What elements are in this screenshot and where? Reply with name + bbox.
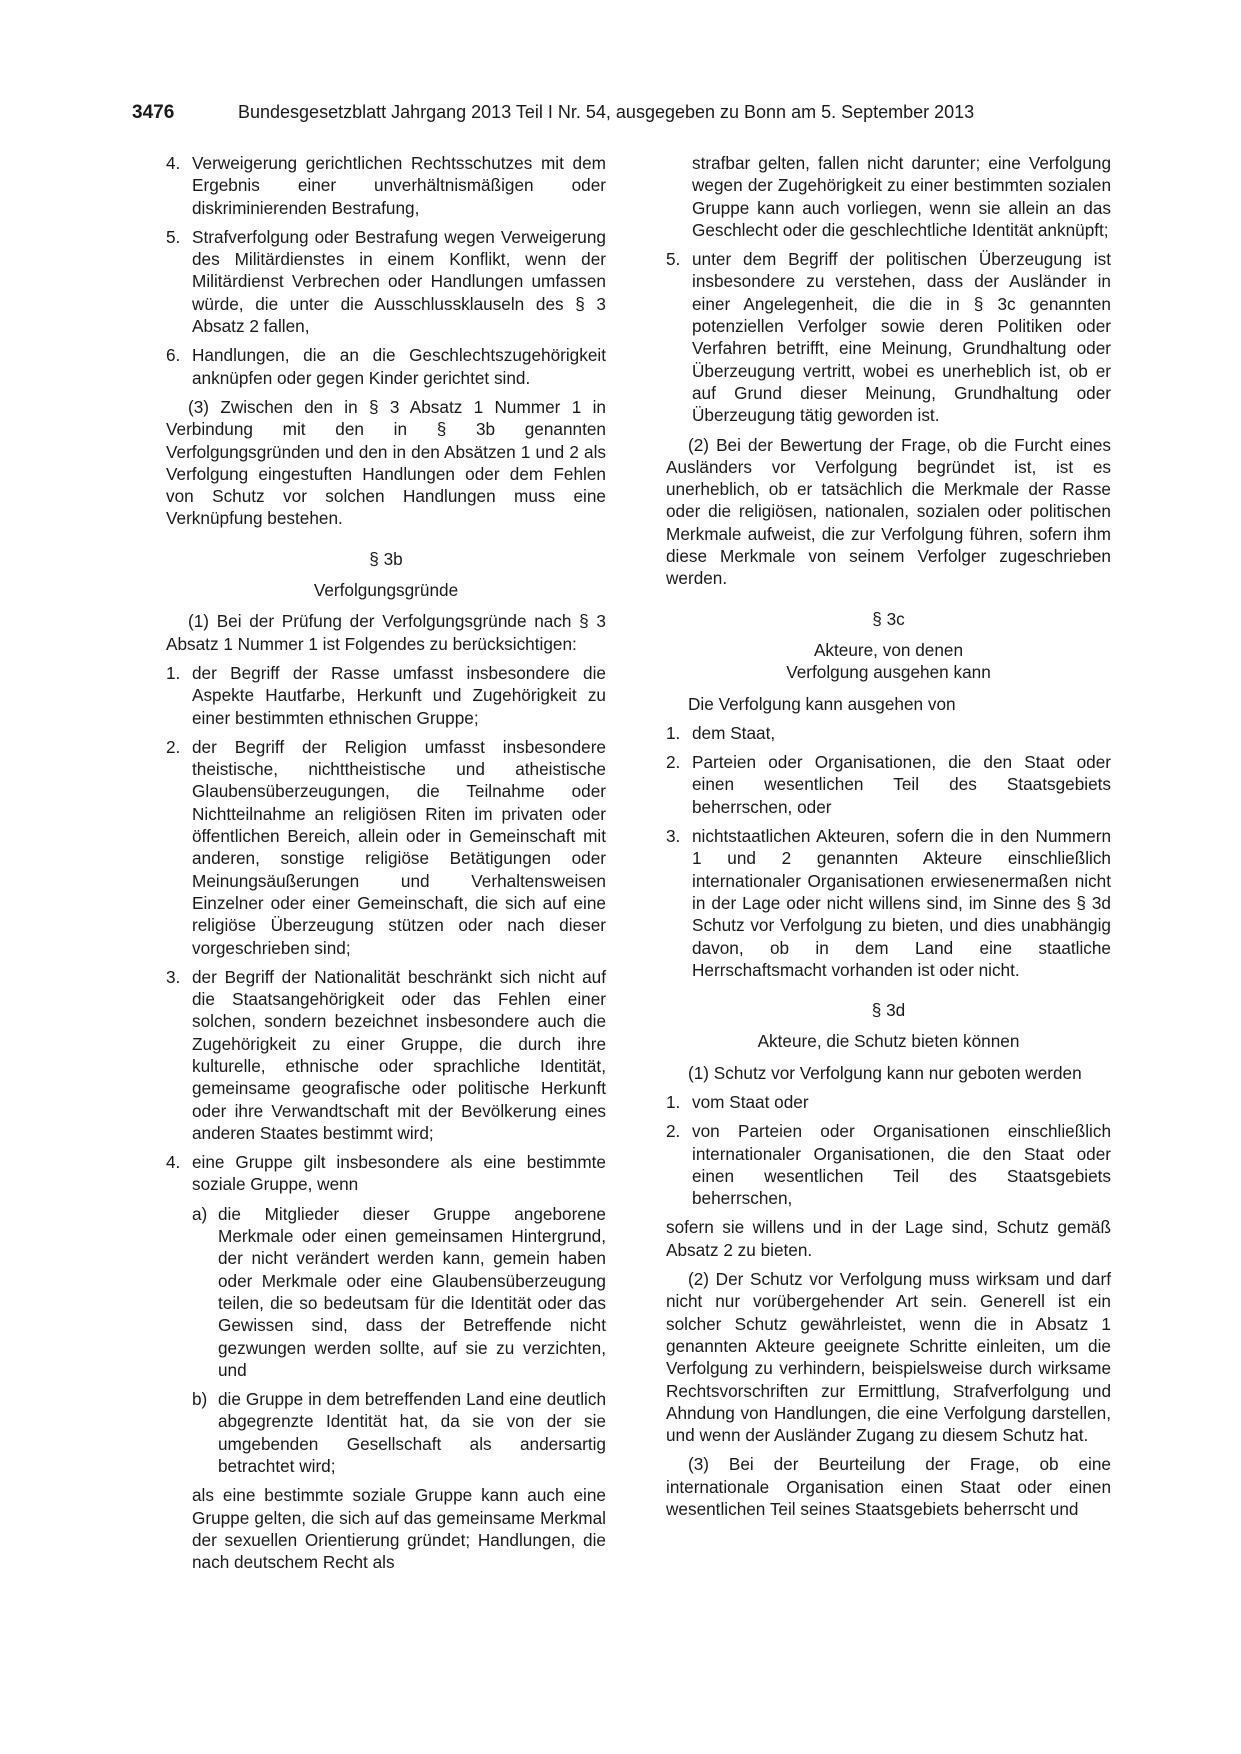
item-number: 2.	[666, 752, 681, 773]
paragraph-3: (3) Zwischen den in § 3 Absatz 1 Nummer 1 in Verbindung mit den in § 3b genannten Verfolgungsgründen und den in den Absätzen 1 und 2 als Verfolgung eingestuften Handlungen oder dem Fehlen von Schutz vor solchen Handlungen muss eine Verknüpfung bestehen.	[166, 396, 606, 529]
item-number: 2.	[666, 1121, 681, 1142]
list-item	[166, 226, 606, 337]
list-item	[166, 966, 606, 1144]
section-3d-paragraph-1: (1) Schutz vor Verfolgung kann nur geboten werden	[688, 1062, 1082, 1083]
sub-item	[192, 1203, 606, 1381]
item-number: 5.	[666, 249, 681, 270]
list-item	[666, 1091, 1111, 1113]
section-3d-paragraph-3: (3) Bei der Beurteilung der Frage, ob eine internationale Organisation einen Staat oder einen wesentlichen Teil seines Staatsgebiets beherrscht und	[666, 1454, 1111, 1520]
item-number: 6.	[166, 345, 181, 366]
sub-item-text: die Mitglieder dieser Gruppe angeborene Merkmale oder einen gemeinsamen Hintergrund, der nicht verändert werden kann, gemein haben oder Merkmale oder eine Glaubensüberzeugung teilen, die so bedeutsam für die Identität oder das Gewissen sind, dass der Betreffende nicht gezwungen werden sollte, auf sie zu verzichten, und	[218, 1203, 606, 1380]
item-number: 1.	[166, 662, 181, 683]
section-3c-heading: § 3c	[872, 608, 905, 629]
item-text: unter dem Begriff der politischen Überzeugung ist insbesondere zu verstehen, dass der Ausländer in einer Angelegenheit, die die in § 3c genannten potenziellen Verfolger sowie deren Politiken oder Verfahren betrifft, eine Meinung, Grundhaltung oder Überzeugung vertritt, wobei es unerheblich ist, ob er auf Grund dieser Meinung, Grundhaltung oder Überzeugung tätig geworden ist.	[692, 249, 1111, 426]
item-text: Strafverfolgung oder Bestrafung wegen Verweigerung des Militärdienstes in einem Konflikt, wenn der Militärdienst Verbrechen oder Handlungen umfassen würde, die unter die Ausschlussklauseln des § 3 Absatz 2 fallen,	[192, 226, 606, 337]
paragraph-2: (2) Bei der Bewertung der Frage, ob die Furcht eines Ausländers vor Verfolgung begründet ist, ist es unerheblich, ob er tatsächlich die Merkmale der Rasse oder die religiösen, nationalen, sozialen oder politischen Merkmale aufweist, die zur Verfolgung führen, sofern ihm diese Merkmale von seinem Verfolger zugeschrieben werden.	[666, 434, 1111, 589]
item-number: 1.	[666, 1091, 681, 1112]
item-text: dem Staat,	[692, 722, 776, 743]
item-continuation: strafbar gelten, fallen nicht darunter; eine Verfolgung wegen der Zugehörigkeit zu einer bestimmten sozialen Gruppe kann auch vorliegen, wenn sie allein an das Geschlecht oder die geschlechtliche Identität anknüpft;	[692, 153, 1111, 240]
item-body	[192, 1151, 606, 1580]
section-3c-title-line-1: Akteure, von denen	[813, 639, 964, 660]
item-number: 5.	[166, 226, 181, 247]
sub-item-letter: a)	[192, 1203, 208, 1224]
list-item	[166, 152, 606, 219]
item-number: 4.	[166, 153, 181, 173]
item-number: 3.	[166, 966, 181, 987]
list-item	[166, 344, 606, 389]
section-3d-title: Akteure, die Schutz bieten können	[757, 1031, 1020, 1052]
section-3d-heading: § 3d	[871, 1000, 906, 1021]
list-item	[166, 1151, 606, 1580]
gazette-title: Bundesgesetzblatt Jahrgang 2013 Teil I Nr. 54, ausgegeben zu Bonn am 5. September 2013	[238, 102, 975, 122]
list-item	[666, 825, 1111, 981]
item-number: 3.	[666, 826, 681, 847]
item-text: Parteien oder Organisationen, die den Staat oder einen wesentlichen Teil des Staatsgebiets beherrschen, oder	[692, 752, 1111, 817]
item-text: Handlungen, die an die Geschlechtszugehörigkeit anknüpfen oder gegen Kinder gerichtet sind.	[192, 345, 606, 388]
section-3c-title-line-2: Verfolgung ausgehen kann	[786, 662, 991, 683]
sub-item-letter: b)	[192, 1389, 208, 1410]
list-item	[166, 736, 606, 959]
left-column	[166, 152, 606, 1588]
section-3b-title: Verfolgungsgründe	[313, 580, 459, 601]
item-number: 4.	[166, 1152, 181, 1173]
section-3b-heading: § 3b	[369, 548, 403, 569]
section-3d-paragraph-2: (2) Der Schutz vor Verfolgung muss wirksam und darf nicht nur vorübergehender Art sein. Generell ist ein solcher Schutz gewährleistet, wenn die in Absatz 1 genannten Akteure geeignete Schritte einleiten, um die Verfolgung zu verhindern, beispielsweise durch wirksame Rechtsvorschriften zur Ermittlung, Strafverfolgung und Ahndung von Handlungen, die eine Verfolgung darstellen, und wenn der Ausländer Zugang zu diesem Schutz hat.	[666, 1269, 1111, 1446]
right-column	[666, 152, 1111, 1527]
list-item-continuation	[666, 152, 1111, 241]
list-item	[666, 751, 1111, 818]
item-text: nichtstaatlichen Akteuren, sofern die in den Nummern 1 und 2 genannten Akteure einschließlich internationaler Organisationen erwiesenermaßen nicht in der Lage oder nicht willens sind, im Sinne des § 3d Schutz vor Verfolgung zu bieten, und dies unabhängig davon, ob in dem Land eine staatliche Herrschaftsmacht vorhanden ist oder nicht.	[692, 826, 1111, 980]
page-number: 3476	[132, 102, 175, 123]
item-text: vom Staat oder	[692, 1091, 809, 1112]
item-text: von Parteien oder Organisationen einschließlich internationaler Organisationen, die den Staat oder einen wesentlichen Teil des Staatsgebiets beherrschen,	[692, 1121, 1111, 1209]
list-item	[666, 1120, 1111, 1209]
item-text: eine Gruppe gilt insbesondere als eine bestimmte soziale Gruppe, wenn	[192, 1152, 606, 1195]
item-number: 1.	[666, 722, 681, 743]
section-3c-intro: Die Verfolgung kann ausgehen von	[688, 693, 956, 714]
item-text: der Begriff der Nationalität beschränkt sich nicht auf die Staatsangehörigkeit oder das Fehlen einer solchen, sondern bezeichnet insbesondere auch die Zugehörigkeit zu einer Gruppe, die durch ihre kulturelle, ethnische oder sprachliche Identität, gemeinsame geografische oder politische Herkunft oder ihre Verwandtschaft mit der Bevölkerung eines anderen Staates bestimmt wird;	[192, 966, 606, 1143]
item-text: Verweigerung gerichtlichen Rechtsschutzes mit dem Ergebnis einer unverhältnismäßigen oder diskriminierenden Bestrafung,	[192, 153, 606, 218]
item-text: der Begriff der Religion umfasst insbesondere theistische, nichttheistische und atheistische Glaubensüberzeugungen, die Teilnahme oder Nichtteilnahme an religiösen Riten im privaten oder öffentlichen Bereich, allein oder in Gemeinschaft mit anderen, sonstige religiöse Betätigungen oder Meinungsäußerungen und Verhaltensweisen Einzelner oder einer Gemeinschaft, die sich auf eine religiöse Überzeugung stützen oder nach dieser vorgeschrieben sind;	[192, 736, 606, 958]
list-item	[166, 662, 606, 729]
section-3b-paragraph-1: (1) Bei der Prüfung der Verfolgungsgründe nach § 3 Absatz 1 Nummer 1 ist Folgendes zu berücksichtigen:	[166, 611, 606, 654]
item-number: 2.	[166, 736, 181, 757]
list-item	[666, 722, 1111, 744]
item-text: der Begriff der Rasse umfasst insbesondere die Aspekte Hautfarbe, Herkunft und Zugehörigkeit zu einer bestimmten ethnischen Gruppe;	[192, 662, 606, 728]
sub-item	[192, 1388, 606, 1477]
item-continuation: als eine bestimmte soziale Gruppe kann auch eine Gruppe gelten, die sich auf das gemeinsame Merkmal der sexuellen Orientierung gründet; Handlungen, die nach deutschem Recht als	[192, 1485, 606, 1573]
list-item	[666, 248, 1111, 426]
sub-item-text: die Gruppe in dem betreffenden Land eine deutlich abgegrenzte Identität hat, da sie von der sie umgebenden Gesellschaft als andersartig betrachtet wird;	[218, 1389, 606, 1477]
page-header	[132, 100, 1012, 125]
section-3d-continuation: sofern sie willens und in der Lage sind, Schutz gemäß Absatz 2 zu bieten.	[666, 1217, 1111, 1260]
